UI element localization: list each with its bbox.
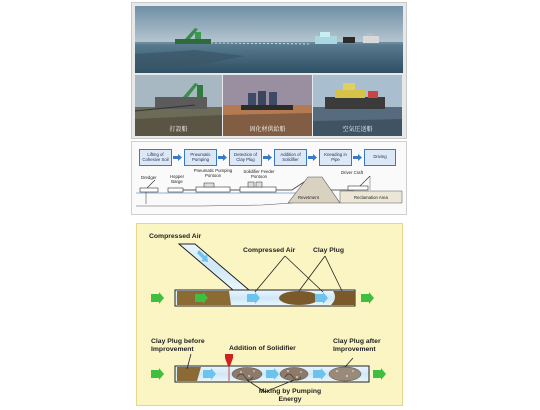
photo-caption: 打設船 — [169, 127, 188, 133]
flow-step-lifting: Lifting of Cohesive Soil — [139, 149, 172, 166]
revetment-label: Revetment — [298, 195, 319, 200]
flow-arrow-icon — [263, 154, 272, 161]
pneumatic-pumping-photo — [313, 75, 402, 136]
clay-plug-before-label: Clay Plug before Improvement — [151, 338, 205, 353]
flow-arrow-icon — [353, 154, 362, 161]
flow-step-driving: Driving — [364, 149, 396, 166]
flow-arrow-icon — [173, 154, 182, 161]
reclamation-area-label: Reclamation Area — [354, 195, 388, 200]
addition-of-solidifier-label: Addition of Solidifier — [229, 345, 296, 352]
driver-craft-label: Driver Craft — [341, 170, 363, 175]
flow-step-detection: Detection of Clay Plug — [229, 149, 262, 166]
solidifier-feeder-photo — [223, 75, 312, 136]
clay-plug-label: Clay Plug — [313, 247, 344, 254]
compressed-air-label: Compressed Air — [243, 247, 296, 254]
flow-step-pumping: Pneumatic Pumping — [184, 149, 217, 166]
solidifier-pontoon-label: Solidifier Feeder Pontoon — [243, 169, 275, 179]
pipe-mixing-diagram-panel — [136, 223, 403, 406]
hopper-barge-label: Hopper Barge — [169, 174, 185, 184]
clay-plug-after-label: Clay Plug after Improvement — [333, 338, 381, 353]
flow-arrow-icon — [218, 154, 227, 161]
photo-caption: 空気圧送船 — [342, 127, 373, 133]
compressed-air-inlet-label: Compressed Air — [149, 233, 202, 240]
dredger-label: Dredger — [141, 175, 157, 180]
pneumatic-pontoon-label: Pneumatic Pumping Pontoon — [193, 168, 233, 178]
flow-step-kneading: Kneading in Pipe — [319, 149, 352, 166]
harbor-main-photo — [135, 6, 403, 73]
process-flow-panel — [131, 141, 407, 215]
photo-caption: 固化材供給船 — [249, 127, 286, 133]
driver-craft-photo — [135, 75, 222, 136]
photo-panel — [131, 2, 407, 139]
mixing-by-pumping-label: Mixing by Pumping Energy — [258, 388, 322, 403]
flow-step-addition: Addition of Solidifier — [274, 149, 307, 166]
flow-arrow-icon — [308, 154, 317, 161]
